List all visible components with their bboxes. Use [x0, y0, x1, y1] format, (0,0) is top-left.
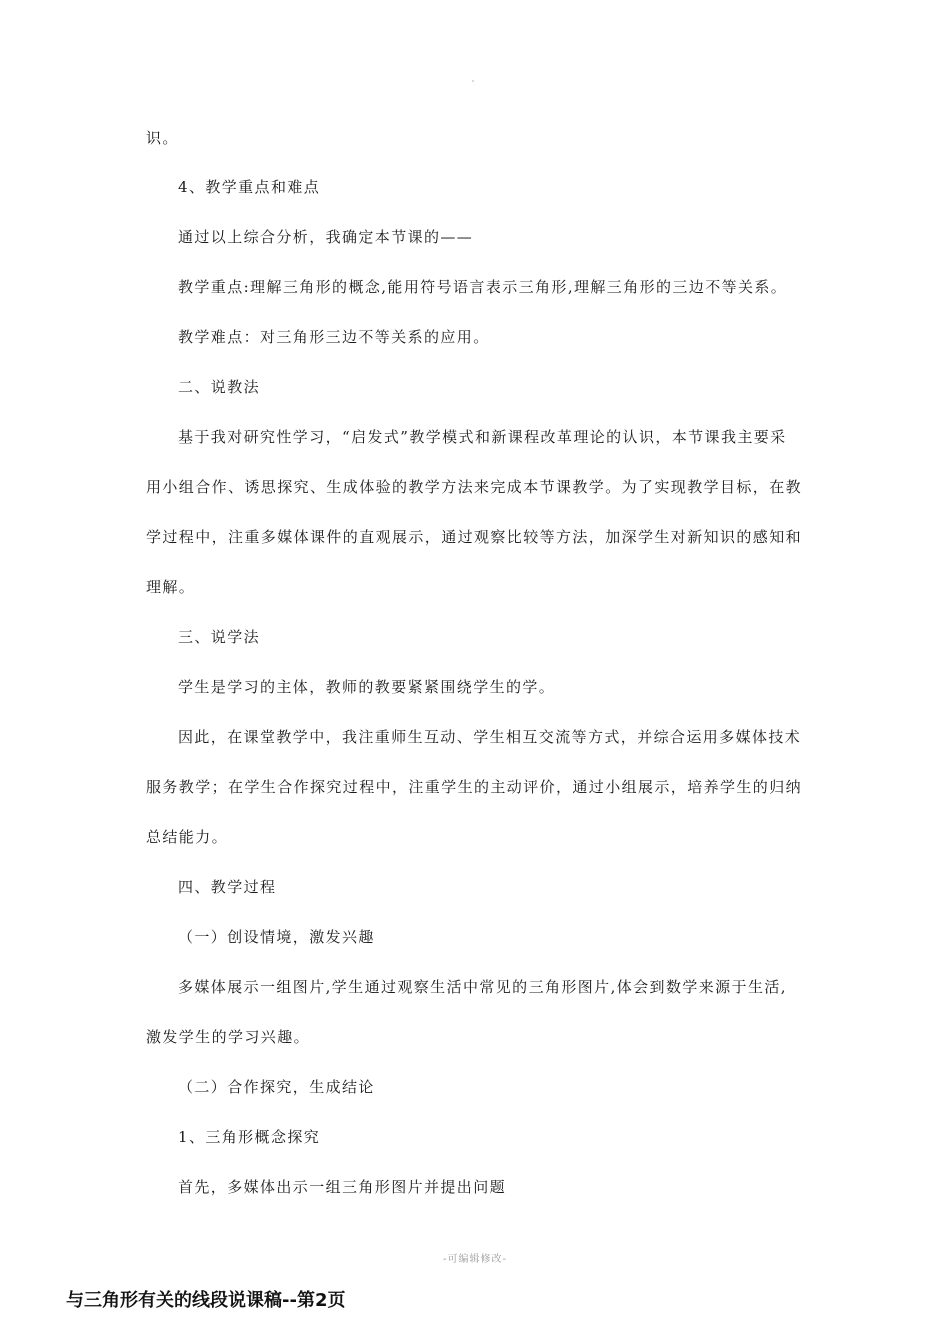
page-caption: 与三角形有关的线段说课稿--第2页: [66, 1290, 346, 1311]
footer-note: -可编辑修改-: [442, 1254, 508, 1265]
paragraph-line: 学过程中，注重多媒体课件的直观展示，通过观察比较等方法，加深学生对新知识的感知和: [146, 528, 803, 546]
subheading-situation: （一）创设情境，激发兴趣: [178, 928, 375, 946]
heading-key-points: 4、教学重点和难点: [178, 178, 321, 196]
paragraph-line: 因此，在课堂教学中，我注重师生互动、学生相互交流等方式，并综合运用多媒体技术: [178, 728, 802, 746]
top-mark: [472, 80, 474, 82]
paragraph-line: 首先，多媒体出示一组三角形图片并提出问题: [178, 1178, 507, 1196]
paragraph-line: 通过以上综合分析，我确定本节课的——: [178, 228, 474, 246]
paragraph-line: 激发学生的学习兴趣。: [146, 1028, 311, 1046]
paragraph-line: 基于我对研究性学习，“启发式”教学模式和新课程改革理论的认识，本节课我主要采: [178, 428, 787, 446]
paragraph-line: 服务教学；在学生合作探究过程中，注重学生的主动评价，通过小组展示，培养学生的归纳: [146, 778, 803, 796]
paragraph-difficulties: 教学难点：对三角形三边不等关系的应用。: [178, 328, 490, 346]
paragraph-line: 学生是学习的主体，教师的教要紧紧围绕学生的学。: [178, 678, 556, 696]
subheading-concept: 1、三角形概念探究: [178, 1128, 321, 1146]
paragraph-line: 用小组合作、诱思探究、生成体验的教学方法来完成本节课教学。为了实现教学目标，在教: [146, 478, 803, 496]
paragraph-key-points: 教学重点:理解三角形的概念,能用符号语言表示三角形,理解三角形的三边不等关系。: [178, 278, 788, 296]
paragraph-line: 理解。: [146, 578, 196, 596]
subheading-cooperation: （二）合作探究，生成结论: [178, 1078, 375, 1096]
paragraph-line: 多媒体展示一组图片,学生通过观察生活中常见的三角形图片,体会到数学来源于生活,: [178, 978, 787, 996]
text-line-continuation: 识。: [146, 129, 179, 147]
heading-teaching-method: 二、说教法: [178, 378, 261, 396]
heading-teaching-process: 四、教学过程: [178, 878, 277, 896]
paragraph-line: 总结能力。: [146, 828, 229, 846]
heading-learning-method: 三、说学法: [178, 628, 261, 646]
